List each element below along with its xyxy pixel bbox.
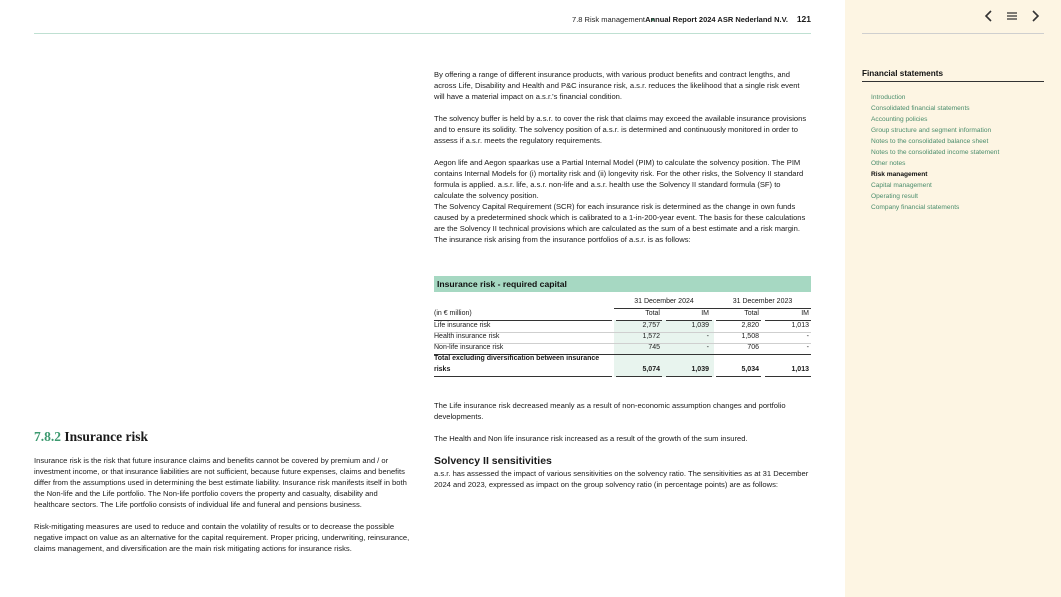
- table-total-row: Total excluding diversification between insurance: [434, 355, 600, 362]
- table-title: Insurance risk - required capital: [434, 276, 811, 292]
- sidebar-item-income-statement[interactable]: Notes to the consolidated income statement: [871, 149, 1000, 156]
- col-im-2023: IM: [801, 310, 809, 317]
- sidebar-title-underline: [862, 81, 1044, 82]
- sidebar-item-capital-management[interactable]: Capital management: [871, 182, 932, 189]
- paragraph-life-decrease: The Life insurance risk decreased meanly as a result of non-economic assumption changes and portfolio developments.: [434, 401, 786, 421]
- left-column: [34, 455, 414, 554]
- paragraph-risk-mitigating: Risk-mitigating measures are used to reduce and contain the volatility of results or to decrease the possible negative impact on value as an alternative for the capital requirement. Proper pricing, underwriting, reinsurance, claims management, and diversification are the main risk mitigating actions for insurance risks.: [34, 522, 410, 553]
- header-report-title: Annual Report 2024 ASR Nederland N.V.: [645, 15, 788, 24]
- right-column-top: [434, 69, 811, 245]
- section-heading: [34, 429, 148, 445]
- sidebar-item-group-structure[interactable]: Group structure and segment information: [871, 127, 992, 134]
- paragraph-health-increase: The Health and Non life insurance risk increased as a result of the growth of the sum insured.: [434, 434, 748, 443]
- paragraph-portfolio-intro: The insurance risk arising from the insurance portfolios of a.s.r. is as follows:: [434, 235, 691, 244]
- section-title: Insurance risk: [64, 429, 149, 444]
- header-section: 7.8 Risk management: [572, 15, 645, 24]
- sidebar: [845, 0, 1061, 597]
- table-row: Health insurance risk 1,572 - 1,508 -: [434, 333, 809, 340]
- right-column-bottom: [434, 400, 811, 490]
- insurance-risk-table: [434, 276, 811, 373]
- sidebar-item-accounting[interactable]: Accounting policies: [871, 116, 928, 123]
- sidebar-nav: [871, 92, 999, 213]
- sidebar-title: Financial statements: [862, 69, 943, 78]
- header-divider: [34, 33, 811, 34]
- header-2024: 31 December 2024: [634, 298, 694, 305]
- paragraph-pim: Aegon life and Aegon spaarkas use a Partial Internal Model (PIM) to calculate the solvency position. The PIM contains Internal Models for (i) mortality risk and (ii) longevity risk. For the other risks, the Solvency II standard formula is applied. a.s.r. life, a.s.r. non-life and a.s.r. health use the Solvency II standard formula (SF) to calculate the solvency position.: [434, 158, 804, 200]
- sidebar-item-other-notes[interactable]: Other notes: [871, 160, 906, 167]
- sidebar-item-operating-result[interactable]: Operating result: [871, 193, 918, 200]
- table-total-row-values: risks 5,074 1,039 5,034 1,013: [434, 366, 809, 373]
- col-im-2024: IM: [701, 310, 709, 317]
- table-row: Non-life insurance risk 745 - 706 -: [434, 344, 809, 351]
- sidebar-item-introduction[interactable]: Introduction: [871, 94, 906, 101]
- chevron-right-icon[interactable]: [1030, 10, 1040, 25]
- unit-label: (in € million): [434, 310, 472, 317]
- paragraph-insurance-risk: Insurance risk is the risk that future insurance claims and benefits cannot be covered by premium and / or investment income, or that insurance liabilities are not sufficient, because future expenses, claims and benefits differ from the assumptions used in determining the best estimate liability. Insurance risk manifests itself in both the Non-life and the Life portfolio. The Non-life portfolio covers the property and casualty, disability and healthcare sectors. The Life portfolio consists of individual life and funeral and pensions business.: [34, 456, 407, 509]
- table-row: Life insurance risk 2,757 1,039 2,820 1,013: [434, 322, 809, 329]
- menu-icon[interactable]: [1006, 10, 1018, 25]
- solvency-heading: Solvency II sensitivities: [434, 455, 552, 467]
- page-number: 121: [796, 14, 811, 24]
- header-2023: 31 December 2023: [732, 298, 793, 305]
- sidebar-item-balance-sheet[interactable]: Notes to the consolidated balance sheet: [871, 138, 989, 145]
- chevron-left-icon[interactable]: [984, 10, 994, 25]
- sidebar-divider: [862, 33, 1044, 34]
- paragraph-scr: The Solvency Capital Requirement (SCR) for each insurance risk is determined as the change in own funds caused by a predetermined shock which is calibrated to a 1-in-200-year event. The basis for these calculations are the Solvency II technical provisions which are calculated as the sum of a best estimate and a risk margin.: [434, 202, 806, 233]
- col-total-2024: Total: [645, 310, 660, 317]
- section-number: 7.8.2: [34, 429, 61, 444]
- sidebar-item-consolidated[interactable]: Consolidated financial statements: [871, 105, 970, 112]
- col-total-2023: Total: [744, 310, 759, 317]
- page-header: [0, 14, 811, 28]
- paragraph-sensitivities: a.s.r. has assessed the impact of various sensitivities on the solvency ratio. The sensitivities as at 31 December 2024 and 2023, expressed as impact on the group solvency ratio (in percentage points) are as follows:: [434, 469, 809, 489]
- paragraph-diversification: By offering a range of different insurance products, with various product benefits and contract lengths, and across Life, Disability and Health and P&C insurance risk, a.s.r. reduces the likelihood that a single risk event will have a material impact on a.s.r.'s financial condition.: [434, 70, 800, 101]
- paragraph-solvency-buffer: The solvency buffer is held by a.s.r. to cover the risk that claims may exceed the available insurance provisions and to ensure its solidity. The solvency position of a.s.r. is determined and continuously monitored in order to assess if a.s.r. meets the regulatory requirements.: [434, 114, 807, 145]
- sidebar-item-company-fs[interactable]: Company financial statements: [871, 204, 960, 211]
- sidebar-item-risk-management[interactable]: Risk management: [871, 171, 928, 178]
